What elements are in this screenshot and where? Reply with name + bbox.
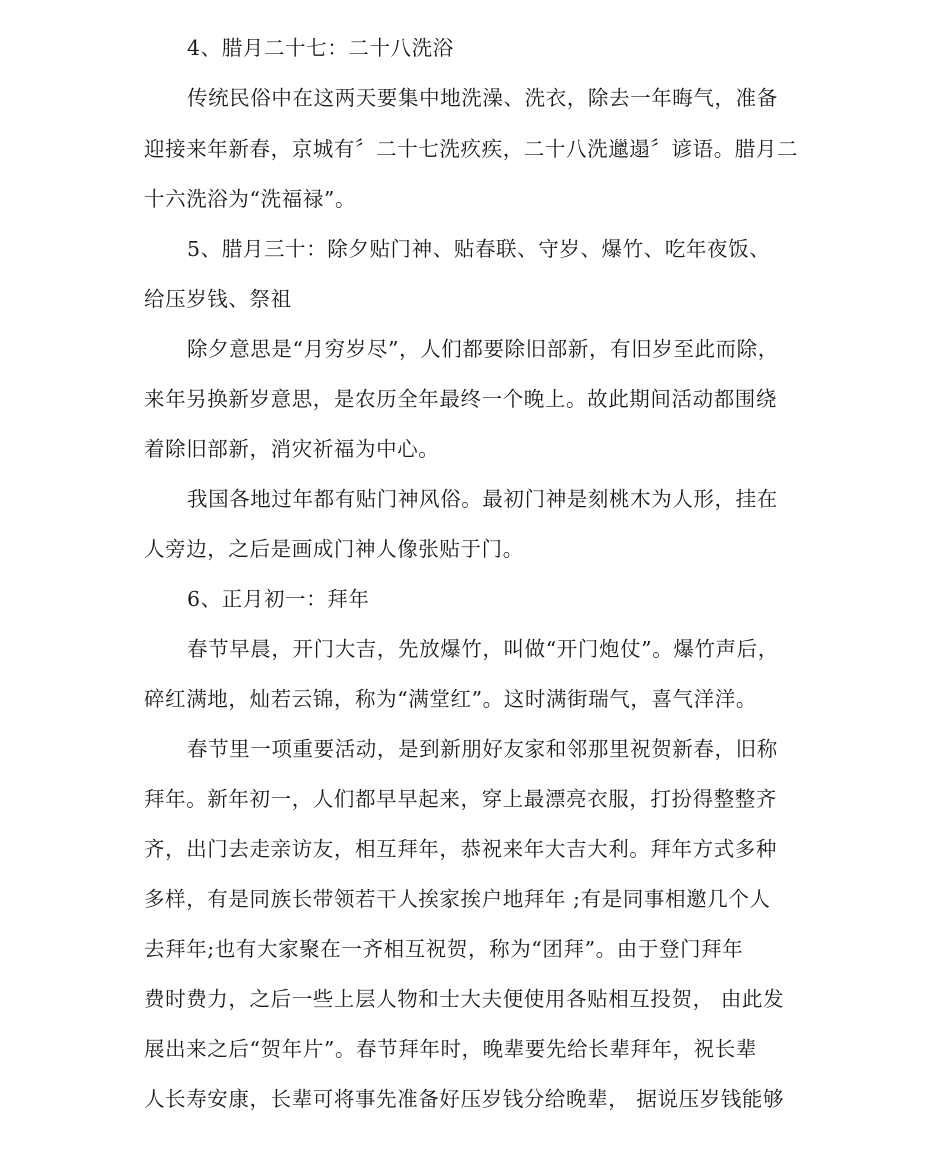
paragraph-line: 齐，出门去走亲访友，相互拜年，恭祝来年大吉大利。拜年方式多种 [144, 837, 777, 861]
paragraph-line: 拜年。新年初一，人们都早早起来，穿上最漂亮衣服，打扮得整整齐 [144, 787, 777, 811]
paragraph-line: 展出来之后“贺年片”。春节拜年时，晚辈要先给长辈拜年，祝长辈 [144, 1037, 757, 1061]
paragraph-line: 来年另换新岁意思，是农历全年最终一个晚上。故此期间活动都围绕 [144, 387, 777, 411]
paragraph-line: 十六洗浴为“洗福禄”。 [144, 187, 357, 211]
paragraph-line: 传统民俗中在这两天要集中地洗澡、洗衣，除去一年晦气，准备 [187, 86, 778, 110]
paragraph-line: 人旁边，之后是画成门神人像张贴于门。 [144, 537, 524, 561]
paragraph-line: 着除旧部新，消灾祈福为中心。 [144, 437, 440, 461]
heading-section-6: 6、正月初一：拜年 [187, 587, 370, 611]
paragraph-line: 迎接来年新春，京城有〞二十七洗疚疾，二十八洗邋遢〞谚语。腊月二 [144, 137, 799, 161]
heading-section-5-cont: 给压岁钱、祭祖 [144, 287, 292, 311]
paragraph-line: 人长寿安康，长辈可将事先准备好压岁钱分给晚辈， 据说压岁钱能够 [144, 1087, 785, 1111]
paragraph-line: 春节早晨，开门大吉，先放爆竹，叫做“开门炮仗”。爆竹声后， [187, 637, 779, 661]
paragraph-line: 费时费力，之后一些上层人物和士大夫便使用各贴相互投贺， 由此发 [144, 987, 785, 1011]
paragraph-line: 除夕意思是“月穷岁尽”，人们都要除旧部新，有旧岁至此而除， [187, 337, 779, 361]
paragraph-line: 多样，有是同族长带领若干人挨家挨户地拜年 ;有是同事相邀几个人 [144, 887, 771, 911]
heading-section-5: 5、腊月三十：除夕贴门神、贴春联、守岁、爆竹、吃年夜饭、 [187, 237, 771, 261]
heading-section-4: 4、腊月二十七：二十八洗浴 [187, 36, 454, 60]
paragraph-line: 我国各地过年都有贴门神风俗。最初门神是刻桃木为人形，挂在 [187, 487, 778, 511]
paragraph-line: 春节里一项重要活动，是到新朋好友家和邻那里祝贺新春，旧称 [187, 737, 778, 761]
paragraph-line: 碎红满地，灿若云锦，称为“满堂红”。这时满街瑞气，喜气洋洋。 [144, 687, 757, 711]
paragraph-line: 去拜年;也有大家聚在一齐相互祝贺，称为“团拜”。由于登门拜年 [144, 937, 744, 961]
